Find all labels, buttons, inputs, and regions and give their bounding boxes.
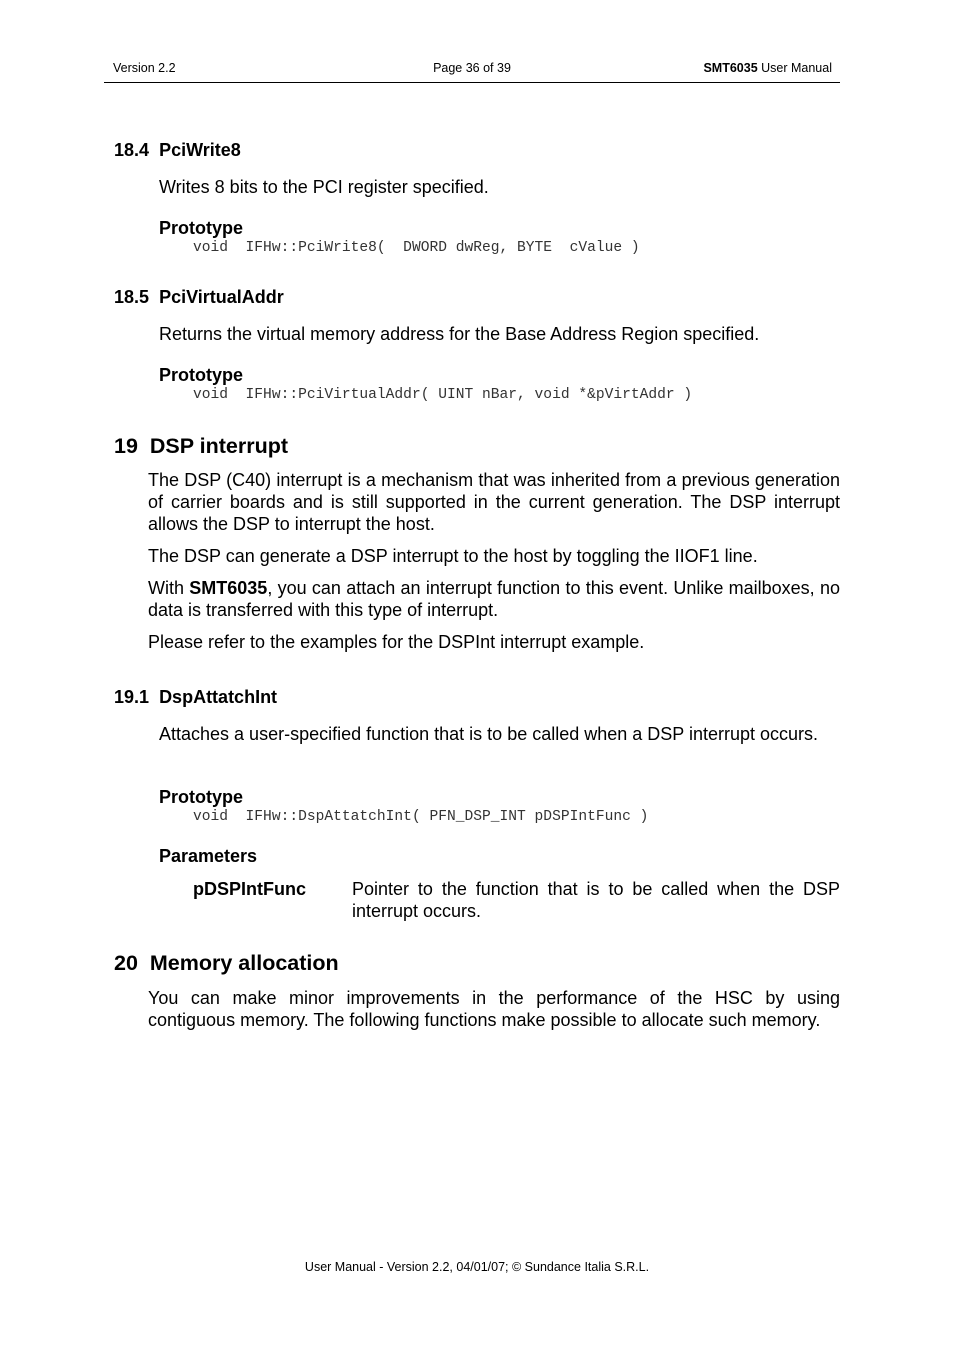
prototype-label: Prototype [159, 787, 244, 807]
section-title: DspAttatchInt [159, 687, 278, 707]
section-title: DSP interrupt [149, 434, 289, 458]
header-manual: User Manual [757, 61, 832, 75]
section-title: PciVirtualAddr [159, 287, 284, 307]
section-number: 18.4 [114, 140, 150, 160]
section-number: 18.5 [114, 287, 150, 307]
section-19-paragraph-1: The DSP (C40) interrupt is a mechanism that was inherited from a previous generation of carrier boards and is still supported in the current generation. The DSP interrupt allows the DSP to interrupt the host. [148, 470, 840, 534]
product-name: SMT6035 [189, 578, 268, 598]
header-manual-title [703, 61, 832, 75]
section-19-heading [114, 434, 288, 459]
header-product: SMT6035 [703, 61, 758, 75]
section-20-paragraph-1: You can make minor improvements in the performance of the HSC by using contiguous memory. The following functions make possible to allocate such memory. [148, 988, 840, 1030]
section-19-1-heading [114, 687, 277, 708]
parameter-name: pDSPIntFunc [193, 879, 306, 899]
header-page-number: Page 36 of 39 [433, 61, 511, 75]
section-19-paragraph-2: The DSP can generate a DSP interrupt to the host by toggling the IIOF1 line. [148, 546, 758, 566]
section-18-4-heading [114, 140, 241, 161]
prototype-label: Prototype [159, 365, 244, 385]
section-19-1-description: Attaches a user-specified function that is to be called when a DSP interrupt occurs. [159, 724, 819, 744]
parameters-label: Parameters [159, 846, 258, 866]
section-number: 20 [114, 951, 138, 975]
section-title: PciWrite8 [159, 140, 241, 160]
page-footer: User Manual - Version 2.2, 04/01/07; © Sundance Italia S.R.L. [304, 1260, 650, 1274]
section-20-heading [114, 951, 339, 976]
header-version: Version 2.2 [113, 61, 176, 75]
prototype-code: void IFHw::PciVirtualAddr( UINT nBar, void *&pVirtAddr ) [193, 387, 693, 403]
p3-prefix: With [148, 578, 190, 598]
page-header [104, 61, 840, 83]
prototype-code: void IFHw::PciWrite8( DWORD dwReg, BYTE cValue ) [193, 240, 640, 256]
section-number: 19 [114, 434, 138, 458]
p3-suffix: , you can attach an interrupt function to this event. Unlike mailboxes, no data is transferred with this type of interrupt. [148, 578, 840, 620]
parameter-description: Pointer to the function that is to be called when the DSP interrupt occurs. [352, 879, 840, 921]
section-number: 19.1 [114, 687, 150, 707]
section-19-paragraph-4: Please refer to the examples for the DSPInt interrupt example. [148, 632, 645, 652]
section-19-paragraph-3 [148, 577, 840, 621]
section-title: Memory allocation [149, 951, 339, 975]
section-18-5-heading [114, 287, 284, 308]
section-18-5-description: Returns the virtual memory address for the Base Address Region specified. [159, 324, 760, 344]
prototype-code: void IFHw::DspAttatchInt( PFN_DSP_INT pDSPIntFunc ) [193, 809, 649, 825]
section-18-4-description: Writes 8 bits to the PCI register specified. [159, 177, 489, 197]
prototype-label: Prototype [159, 218, 244, 238]
